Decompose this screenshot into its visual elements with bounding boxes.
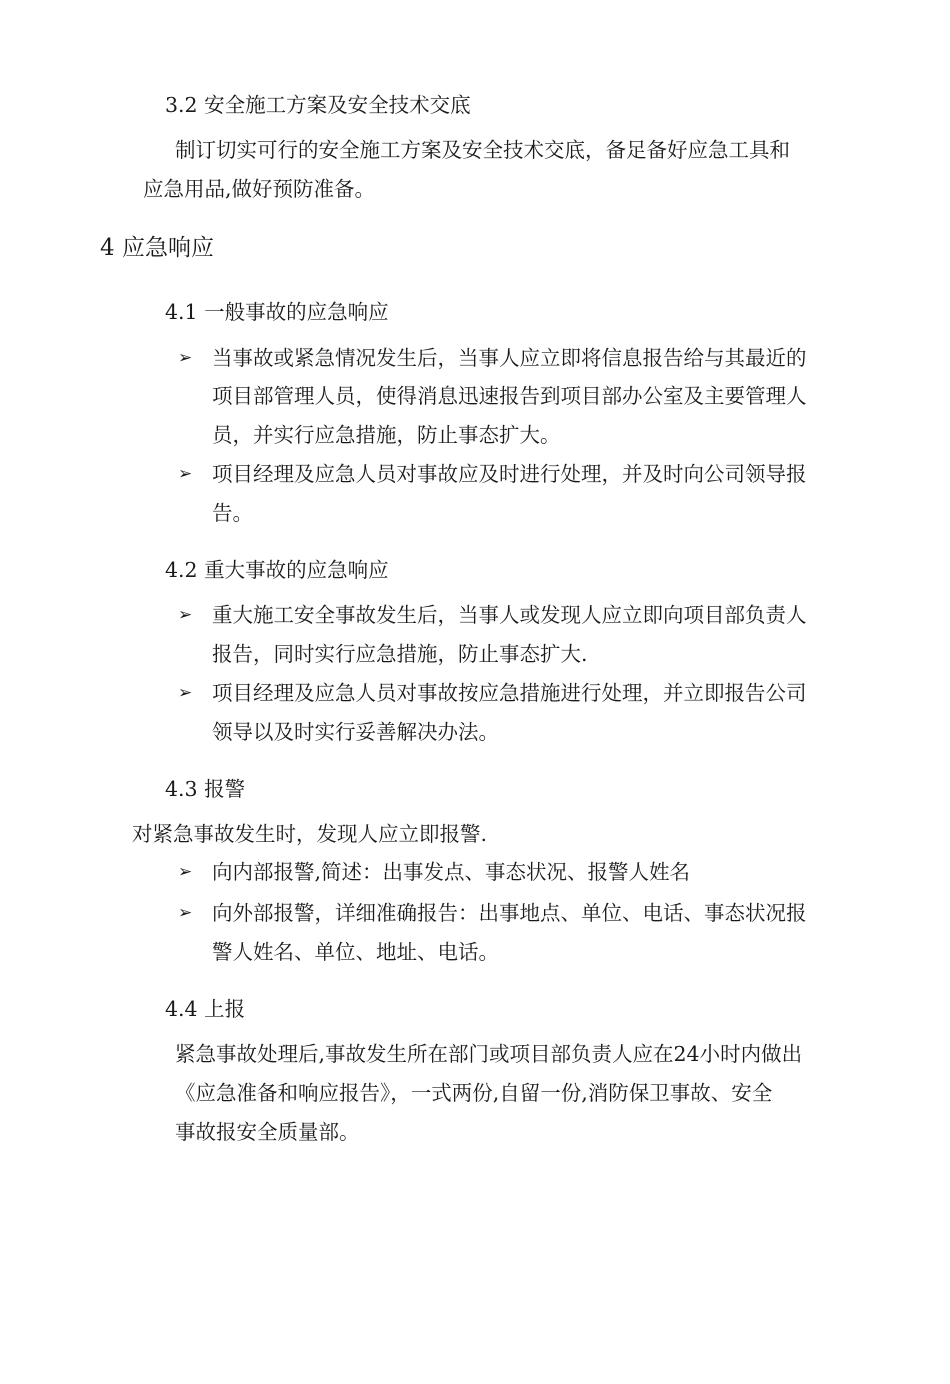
paragraph-line: 事故报安全质量部。 — [175, 1120, 360, 1144]
list-item-line: 重大施工安全事故发生后，当事人或发现人应立即向项目部负责人 — [212, 603, 807, 627]
paragraph-line: 紧急事故处理后,事故发生所在部门或项目部负责人应在24小时内做出 — [175, 1042, 803, 1066]
bullet-arrow-icon: ➢ — [178, 903, 193, 923]
section-heading-4-3: 4.3 报警 — [165, 777, 246, 801]
section-heading-4-1: 4.1 一般事故的应急响应 — [165, 300, 389, 324]
list-item-line: 员，并实行应急措施，防止事态扩大。 — [212, 423, 561, 447]
section-heading-3-2: 3.2 安全施工方案及安全技术交底 — [165, 93, 471, 117]
bullet-arrow-icon: ➢ — [178, 348, 193, 368]
paragraph-line: 《应急准备和响应报告》，一式两份,自留一份,消防保卫事故、安全 — [175, 1081, 773, 1105]
list-item-line: 向外部报警，详细准确报告：出事地点、单位、电话、事态状况报 — [212, 901, 807, 925]
list-item-line: 告。 — [212, 501, 253, 525]
paragraph-line: 对紧急事故发生时，发现人应立即报警. — [132, 822, 488, 846]
list-item-line: 警人姓名、单位、地址、电话。 — [212, 940, 499, 964]
list-item-line: 项目部管理人员，使得消息迅速报告到项目部办公室及主要管理人 — [212, 384, 807, 408]
section-heading-4-4: 4.4 上报 — [165, 997, 246, 1021]
chapter-heading-4: 4 应急响应 — [100, 235, 214, 261]
paragraph-line: 应急用品,做好预防准备。 — [143, 177, 376, 201]
bullet-arrow-icon: ➢ — [178, 605, 193, 625]
list-item-line: 当事故或紧急情况发生后，当事人应立即将信息报告给与其最近的 — [212, 346, 807, 370]
section-heading-4-2: 4.2 重大事故的应急响应 — [165, 558, 389, 582]
list-item-line: 领导以及时实行妥善解决办法。 — [212, 720, 499, 744]
list-item-line: 项目经理及应急人员对事故按应急措施进行处理，并立即报告公司 — [212, 681, 807, 705]
bullet-arrow-icon: ➢ — [178, 862, 193, 882]
bullet-arrow-icon: ➢ — [178, 464, 193, 484]
paragraph-line: 制订切实可行的安全施工方案及安全技术交底，备足备好应急工具和 — [175, 138, 790, 162]
list-item-line: 报告，同时实行应急措施，防止事态扩大. — [212, 642, 588, 666]
list-item-line: 项目经理及应急人员对事故应及时进行处理，并及时向公司领导报 — [212, 462, 807, 486]
list-item-line: 向内部报警,简述：出事发点、事态状况、报警人姓名 — [212, 860, 691, 884]
bullet-arrow-icon: ➢ — [178, 683, 193, 703]
